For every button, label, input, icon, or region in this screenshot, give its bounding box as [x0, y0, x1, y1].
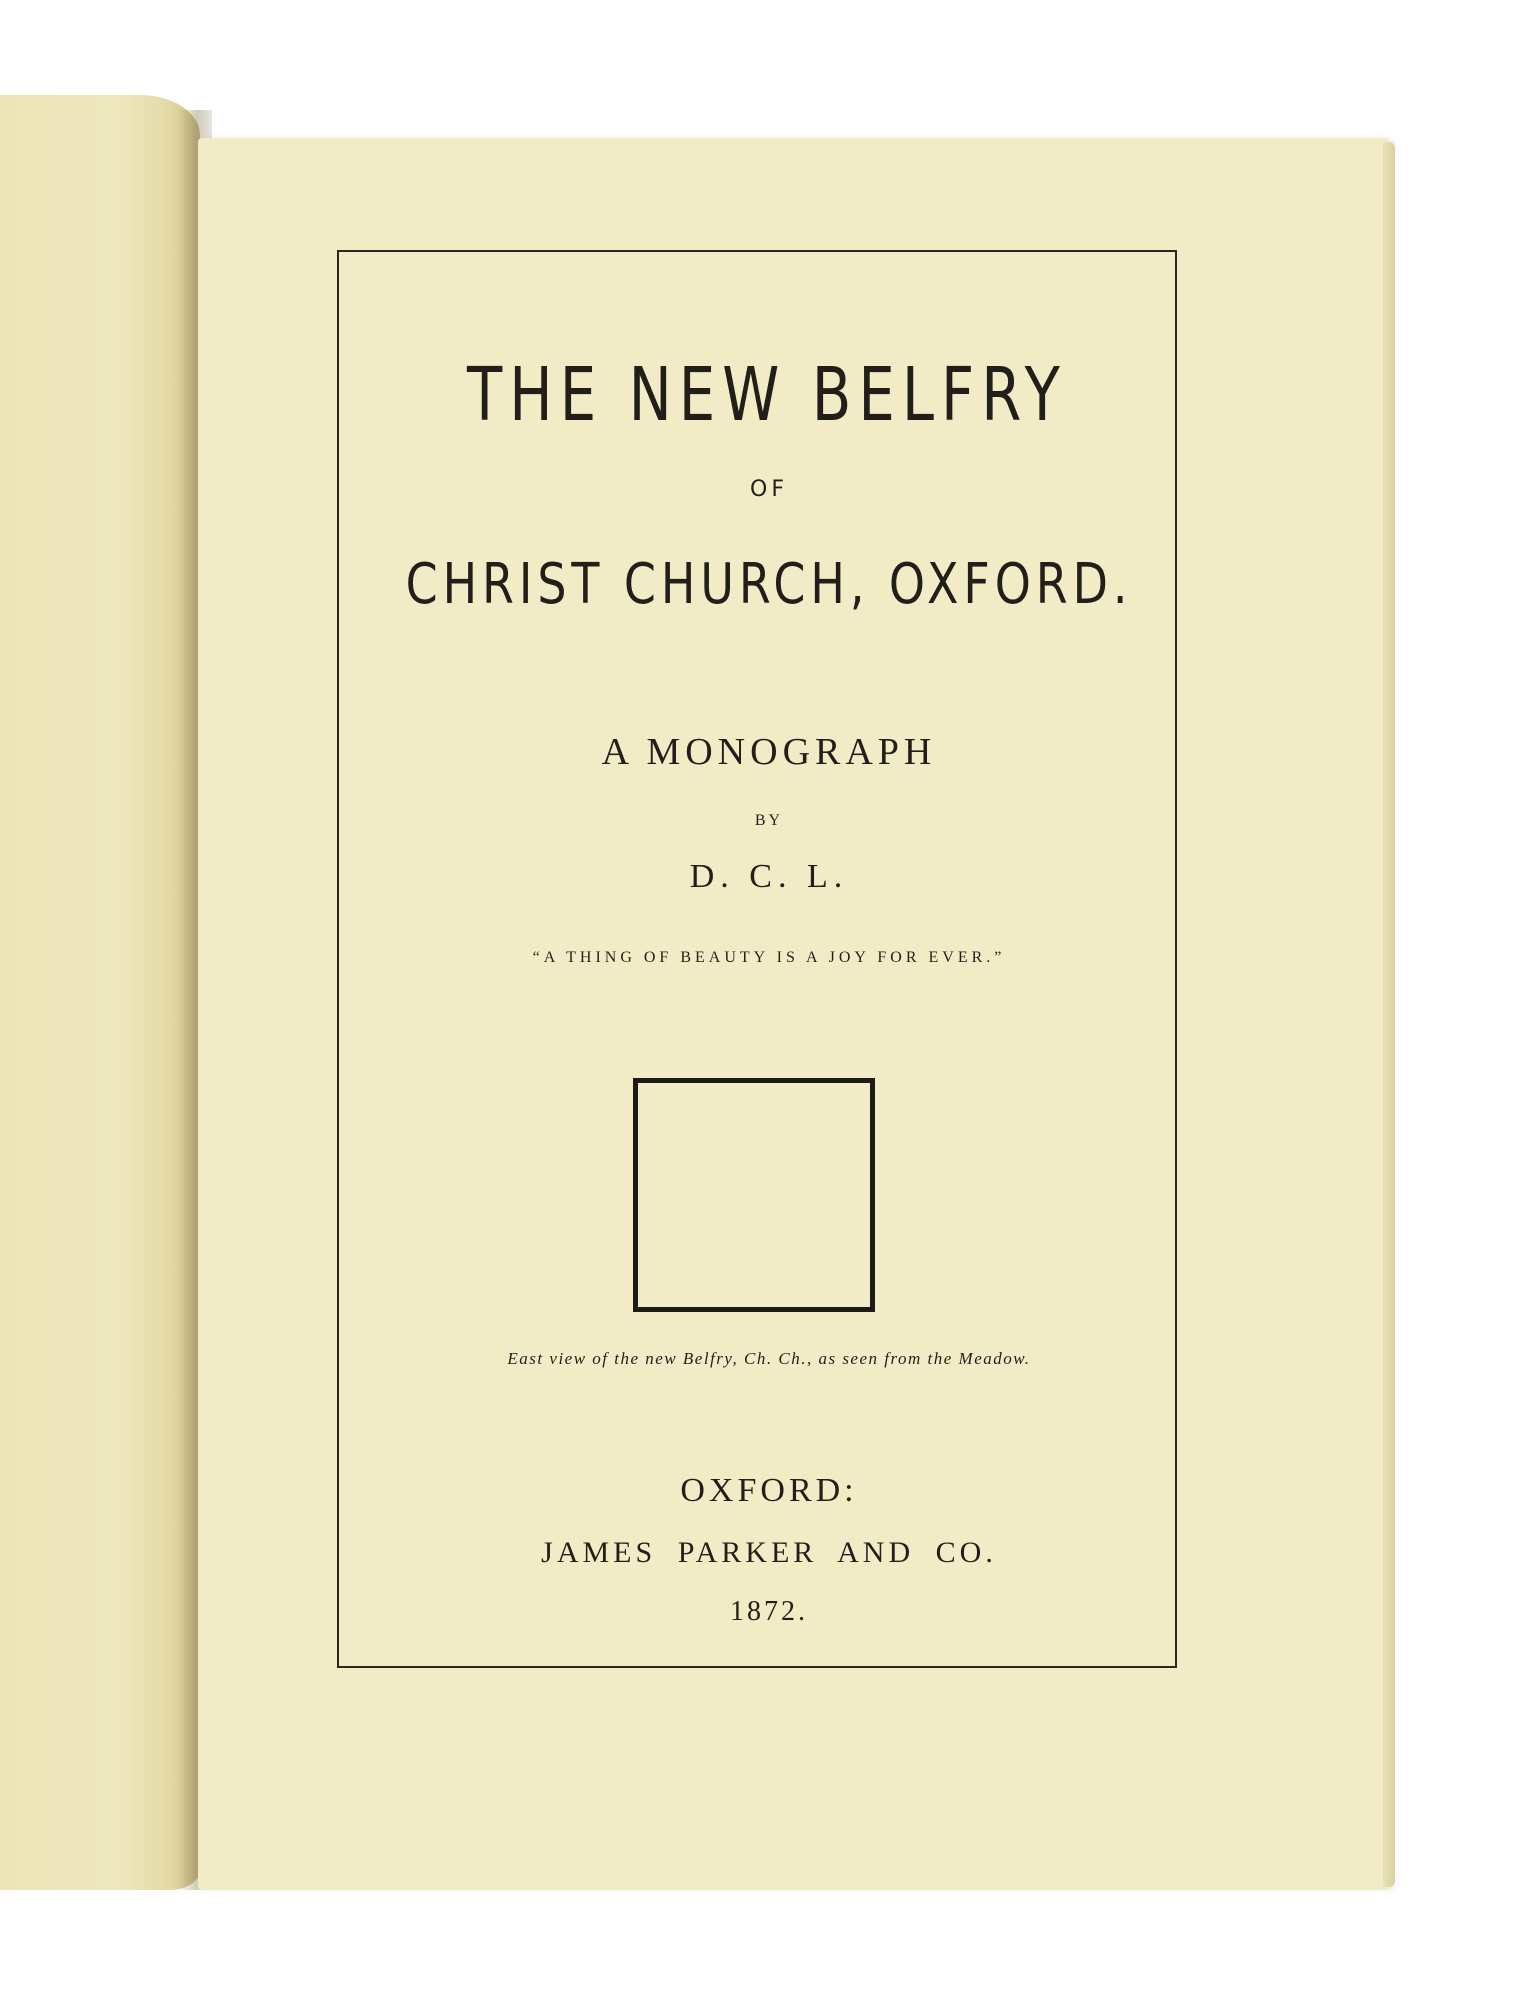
imprint-publisher: JAMES PARKER AND CO.	[541, 1536, 997, 1569]
title-connector: OF	[750, 477, 788, 502]
title-line-1: THE NEW BELFRY	[467, 352, 1067, 438]
by-line: BY	[754, 812, 784, 829]
illustration-frame	[633, 1078, 875, 1312]
author: D. C. L.	[689, 858, 849, 895]
title-line-2: CHRIST CHURCH, OXFORD.	[405, 552, 1133, 617]
subtitle: A MONOGRAPH	[601, 731, 937, 773]
imprint-year: 1872.	[730, 1596, 808, 1627]
illustration-caption: East view of the new Belfry, Ch. Ch., as seen from the Meadow.	[507, 1349, 1031, 1368]
epigraph: “A THING OF BEAUTY IS A JOY FOR EVER.”	[532, 949, 1006, 966]
imprint-place: OXFORD:	[680, 1472, 858, 1509]
